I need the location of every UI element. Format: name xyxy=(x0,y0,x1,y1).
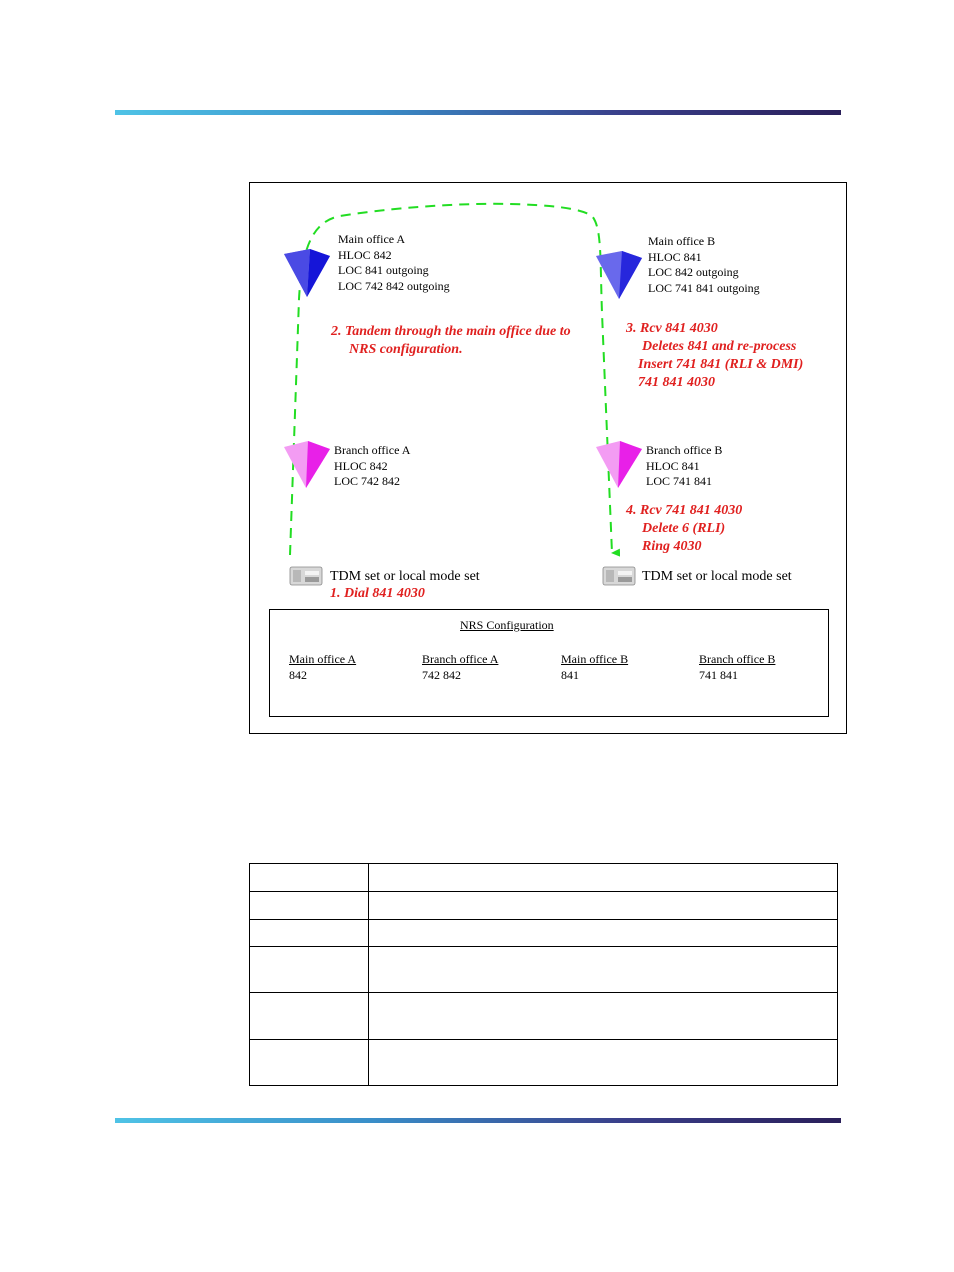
nrs-header-main-office-b: Main office B xyxy=(561,652,629,666)
table-cell xyxy=(369,920,838,947)
main-office-a-hloc: HLOC 842 xyxy=(338,247,392,262)
step3-line4: 741 841 4030 xyxy=(638,375,715,390)
table-row xyxy=(250,993,838,1040)
nrs-header-main-office-a: Main office A xyxy=(289,652,357,666)
step4-annotation xyxy=(626,502,742,556)
main-office-a-loc1: LOC 841 outgoing xyxy=(338,263,429,277)
table-cell xyxy=(369,1040,838,1086)
branch-office-b-label xyxy=(646,443,722,490)
main-office-a-node xyxy=(284,249,330,297)
step3-line1: 3. Rcv 841 4030 xyxy=(626,321,718,336)
table-cell xyxy=(250,892,369,920)
main-office-b-loc1: LOC 842 outgoing xyxy=(648,265,739,279)
phone-set-a-icon xyxy=(290,567,322,585)
step3-line2: Deletes 841 and re-process xyxy=(642,339,797,354)
footer-rule xyxy=(115,1118,841,1123)
header-rule xyxy=(115,110,841,115)
main-office-a-loc2: LOC 742 842 outgoing xyxy=(338,278,450,293)
table-cell xyxy=(369,864,838,892)
table-row xyxy=(250,947,838,993)
step3-line3: Insert 741 841 (RLI & DMI) xyxy=(638,357,804,372)
table-cell xyxy=(250,947,369,993)
table-row xyxy=(250,920,838,947)
set-b-label: TDM set or local mode set xyxy=(642,569,792,584)
nrs-configuration-box xyxy=(269,609,829,717)
main-office-b-label xyxy=(648,234,760,296)
branch-office-b-name: Branch office B xyxy=(646,443,723,457)
nrs-value-main-office-a: 842 xyxy=(289,668,307,682)
table-cell xyxy=(250,993,369,1040)
step4-line2: Delete 6 (RLI) xyxy=(642,521,726,536)
main-office-a-name: Main office A xyxy=(338,232,406,246)
routing-diagram xyxy=(249,182,847,734)
main-office-b-node xyxy=(596,251,642,299)
step2-annotation xyxy=(331,323,571,359)
branch-office-a-hloc: HLOC 842 xyxy=(334,458,388,473)
table-row xyxy=(250,892,838,920)
branch-office-b-hloc: HLOC 841 xyxy=(646,458,700,473)
nrs-title: NRS Configuration xyxy=(460,618,554,632)
nrs-value-branch-office-a: 742 842 xyxy=(422,668,461,682)
blank-table xyxy=(249,863,838,1086)
table-cell xyxy=(250,1040,369,1086)
table-cell xyxy=(250,920,369,947)
set-a-label: TDM set or local mode set xyxy=(330,569,480,584)
step3-annotation xyxy=(626,320,803,392)
table-cell xyxy=(369,993,838,1040)
table-cell xyxy=(250,864,369,892)
table-row xyxy=(250,1040,838,1086)
step4-line3: Ring 4030 xyxy=(642,539,702,554)
table-row xyxy=(250,864,838,892)
phone-set-b-icon xyxy=(603,567,635,585)
nrs-header-branch-office-a: Branch office A xyxy=(422,652,499,666)
nrs-header-branch-office-b: Branch office B xyxy=(699,652,776,666)
branch-office-a-node xyxy=(284,441,330,488)
branch-office-a-loc: LOC 742 842 xyxy=(334,474,400,488)
branch-office-a-name: Branch office A xyxy=(334,443,411,457)
table-cell xyxy=(369,947,838,993)
main-office-a-label xyxy=(338,232,450,294)
step4-line1: 4. Rcv 741 841 4030 xyxy=(626,503,743,518)
main-office-b-loc2: LOC 741 841 outgoing xyxy=(648,280,760,295)
branch-office-b-node xyxy=(596,441,642,488)
main-office-b-name: Main office B xyxy=(648,234,716,248)
step2-line2: NRS configuration. xyxy=(349,342,463,357)
table-cell xyxy=(369,892,838,920)
nrs-value-main-office-b: 841 xyxy=(561,668,579,682)
nrs-value-branch-office-b: 741 841 xyxy=(699,668,738,682)
step1-annotation: 1. Dial 841 4030 xyxy=(330,586,425,601)
branch-office-a-label xyxy=(334,443,410,490)
step2-line1: 2. Tandem through the main office due to xyxy=(331,324,571,339)
main-office-b-hloc: HLOC 841 xyxy=(648,249,702,264)
branch-office-b-loc: LOC 741 841 xyxy=(646,474,712,488)
